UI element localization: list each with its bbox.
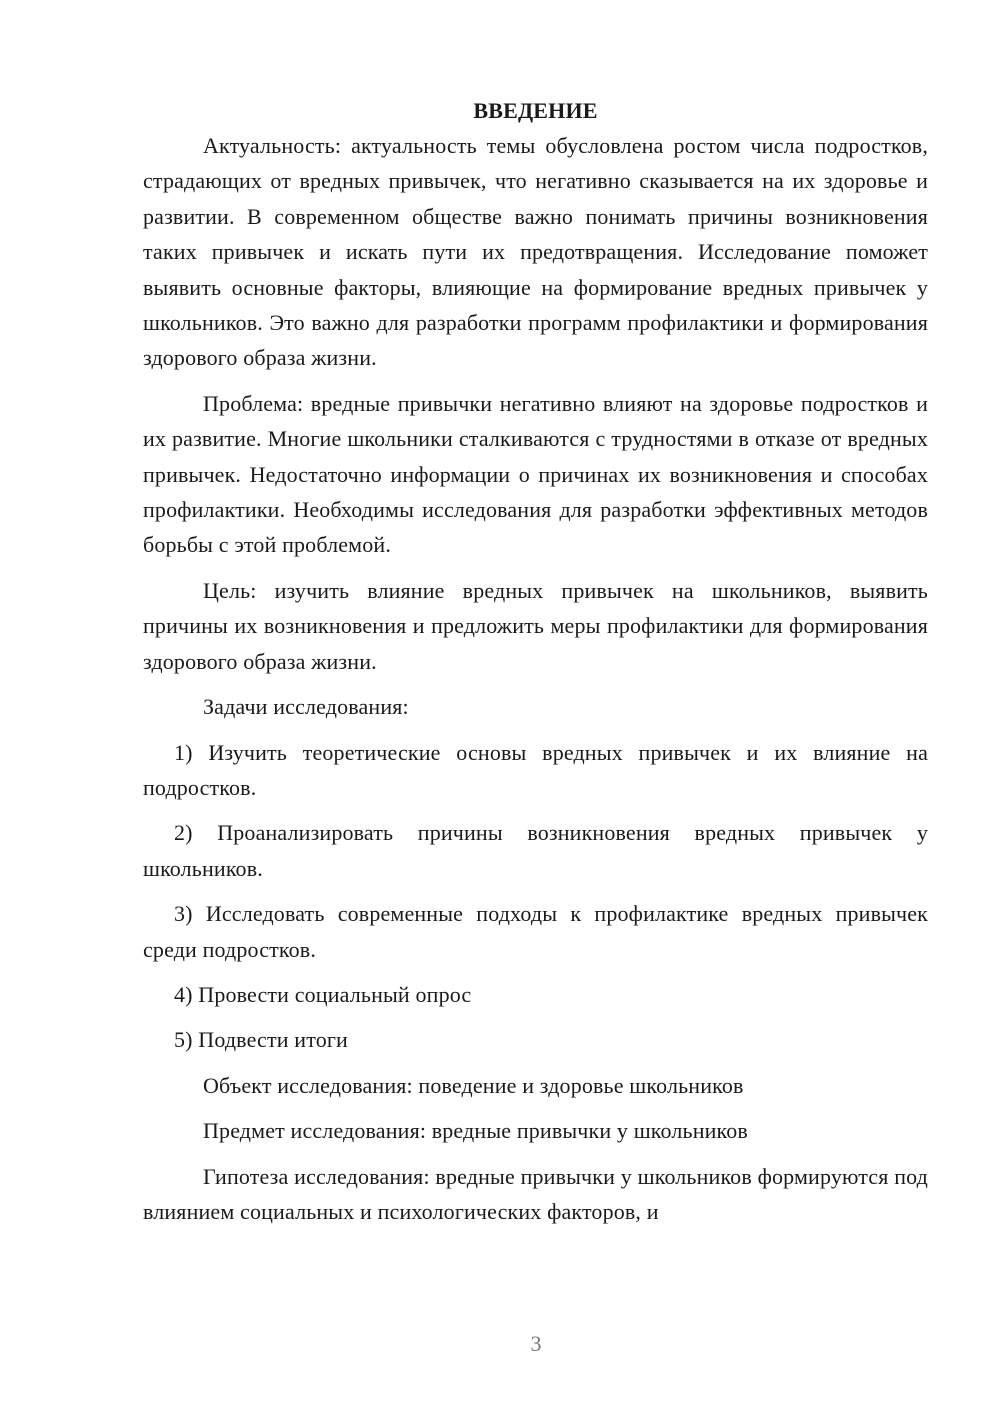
page-number: 3 — [530, 1331, 542, 1356]
task-item-5: 5) Подвести итоги — [174, 1027, 348, 1053]
problem-paragraph: Проблема: вредные привычки негативно влияют на здоровье подростков и их развитие. Многие школьники сталкиваются с трудностями в отказе от вредных привычек. Недостаточно информации о причинах их возникновения и способах профилактики. Необходимы исследования для разработки эффективных методов борьбы с этой проблемой. — [143, 390, 928, 558]
tasks-heading: Задачи исследования: — [203, 694, 409, 720]
research-hypothesis: Гипотеза исследования: вредные привычки у школьников формируются под влиянием социальных и психологических факторов, и — [143, 1163, 928, 1224]
goal-paragraph: Цель: изучить влияние вредных привычек на школьников, выявить причины их возникновения и предложить меры профилактики для формирования здорового образа жизни. — [143, 577, 928, 674]
relevance-paragraph: Актуальность: актуальность темы обусловлена ростом числа подростков, страдающих от вредных привычек, что негативно сказывается на их здоровье и развитии. В современном обществе важно понимать причины возникновения таких привычек и искать пути их предотвращения. Исследование поможет выявить основные факторы, влияющие на формирование вредных привычек у школьников. Это важно для разработки программ профилактики и формирования здорового образа жизни. — [143, 133, 928, 371]
task-item-4: 4) Провести социальный опрос — [174, 981, 472, 1007]
task-item-1: 1) Изучить теоретические основы вредных привычек и их влияние на подростков. — [143, 739, 928, 800]
page-content — [143, 96, 928, 1239]
research-object: Объект исследования: поведение и здоровье школьников — [203, 1072, 744, 1098]
section-title: ВВЕДЕНИЕ — [473, 98, 598, 123]
task-item-3: 3) Исследовать современные подходы к профилактике вредных привычек среди подростков. — [143, 901, 928, 962]
research-subject: Предмет исследования: вредные привычки у школьников — [203, 1118, 748, 1144]
task-item-2: 2) Проанализировать причины возникновения вредных привычек у школьников. — [143, 820, 928, 881]
